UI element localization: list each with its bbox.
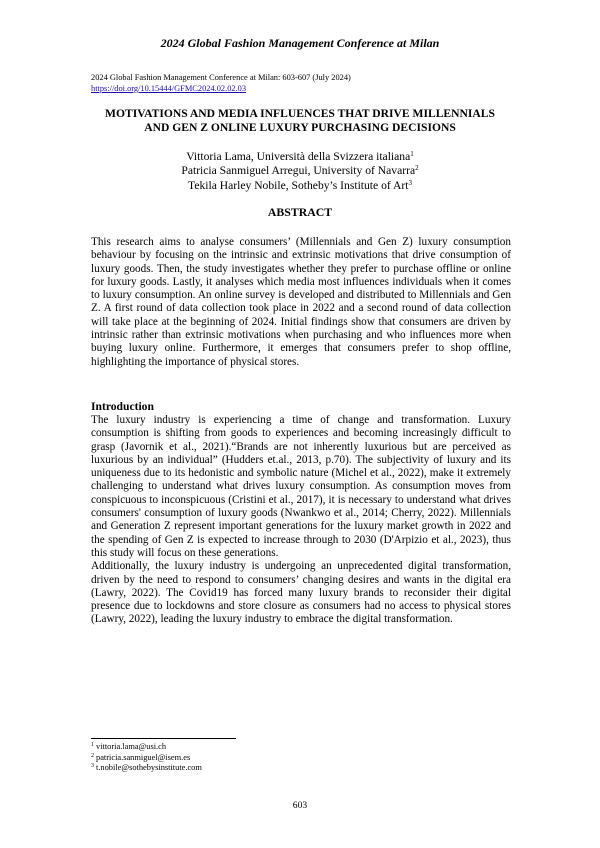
- author-1-footnote-mark[interactable]: 1: [410, 150, 414, 158]
- footnote-divider: [91, 738, 236, 739]
- footnote-1-email[interactable]: vittoria.lama@usi.ch: [96, 742, 167, 751]
- paper-title: [0, 107, 600, 135]
- author-1: [0, 150, 600, 164]
- footnote-3-mark: 3: [91, 763, 94, 770]
- page-number: 603: [292, 800, 308, 811]
- author-list: [0, 150, 600, 193]
- author-3-footnote-mark[interactable]: 3: [408, 178, 412, 187]
- footnote-1-mark: 1: [91, 742, 94, 748]
- doi-link[interactable]: https://doi.org/10.15444/GFMC2024.02.02.03: [91, 84, 247, 93]
- introduction-heading: Introduction: [91, 400, 154, 413]
- citation-line: 2024 Global Fashion Management Conference at Milan: 603-607 (July 2024): [91, 73, 351, 82]
- paper-title-line-2: AND GEN Z ONLINE LUXURY PURCHASING DECISIONS: [144, 121, 456, 134]
- footnote-2-mark: 2: [91, 752, 94, 759]
- footnote-2-email[interactable]: patricia.sanmiguel@isem.es: [96, 752, 191, 762]
- abstract-text: This research aims to analyse consumers’ (Millennials and Gen Z) luxury consumption behaviour by focusing on the intrinsic and extrinsic motivations that drive consumption of luxury goods. Then, the study investigates whether they prefer to purchase offline or online for luxury goods. Lastly, it analyses which media most influences individuals when it comes to luxury consumption. An online survey is developed and distributed to Millennials and Gen Z. A first round of data collection took place in 2022 and a second round of data collection will take place at the beginning of 2024. Initial findings show that consumers are driven by intrinsic rather than extrinsic motivations when purchasing and who influences more when buying luxury online. Furthermore, it emerges that consumers prefer to shop offline, highlighting the importance of physical stores.: [91, 236, 511, 368]
- footnote-3-email[interactable]: t.nobile@sothebysinstitute.com: [96, 763, 202, 773]
- footnote-1: [91, 742, 202, 753]
- abstract-heading: ABSTRACT: [267, 205, 333, 219]
- footnotes: [91, 742, 202, 774]
- footnote-3: [91, 763, 202, 774]
- introduction-body: [91, 414, 511, 627]
- introduction-paragraph-2: Additionally, the luxury industry is undergoing an unprecedented digital transformation, driven by the need to respond to consumers’ changing desires and wants in the digital era (Lawry, 2022). The Covid19 has forced many luxury brands to reconsider their digital presence due to lockdowns and store closure as consumers had no access to physical stores (Lawry, 2022), leading the luxury industry to embrace the digital transformation.: [91, 560, 511, 626]
- author-3: [0, 179, 600, 193]
- citation-meta: [91, 72, 351, 94]
- running-header: 2024 Global Fashion Management Conference at Milan: [160, 36, 440, 50]
- author-2: [0, 164, 600, 178]
- introduction-paragraph-1: The luxury industry is experiencing a time of change and transformation. Luxury consumption is shifting from goods to experiences and becoming increasingly difficult to grasp (Javornik et al., 2021).“Brands are not inherently luxurious but are perceived as luxurious by an individual” (Hudders et.al., 2013, p.70). The subjectivity of luxury and its uniqueness due to its hedonistic and symbolic nature (Michel et al., 2022), make it extremely challenging to understand what drives luxury consumption. As consumption moves from conspicuous to inconspicuous (Cristini et al., 2017), it is necessary to understand what drives consumers' consumption of luxury goods (Nwankwo et al., 2014; Cherry, 2022). Millennials and Generation Z represent important generations for the luxury market growth in 2022 and the spending of Gen Z is expected to increase through to 2030 (D'Arpizio et al., 2023), thus this study will focus on these generations.: [91, 414, 511, 559]
- author-2-footnote-mark[interactable]: 2: [415, 164, 419, 173]
- author-2-text: Patricia Sanmiguel Arregui, University of Navarra: [181, 164, 416, 178]
- paper-title-line-1: MOTIVATIONS AND MEDIA INFLUENCES THAT DRIVE MILLENNIALS: [105, 107, 495, 120]
- author-3-text: Tekila Harley Nobile, Sotheby’s Institute of Art: [188, 178, 409, 192]
- footnote-2: [91, 753, 202, 764]
- author-1-text: Vittoria Lama, Università della Svizzera italiana: [186, 150, 411, 163]
